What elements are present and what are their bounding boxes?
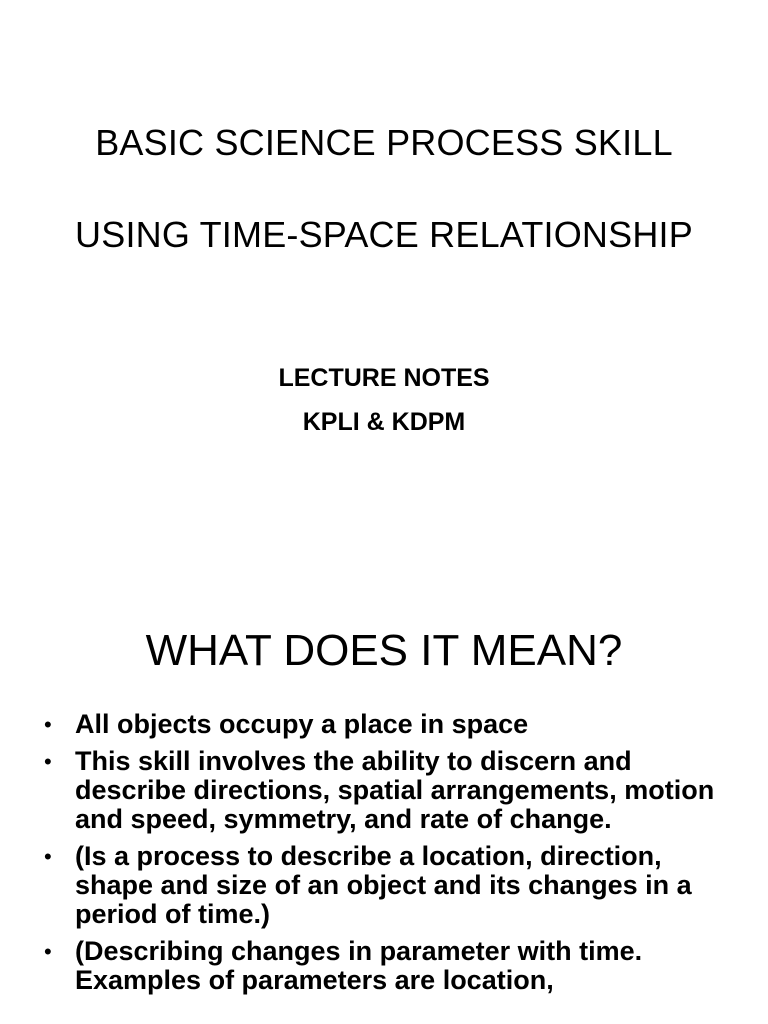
- bullet-item: [44, 710, 744, 739]
- bullet-dot-icon: •: [44, 712, 52, 737]
- bullet-item: [44, 842, 744, 929]
- bullet-text: This skill involves the ability to discern and describe directions, spatial arrangements, motion and speed, symmetry, and rate of change.: [75, 746, 715, 834]
- content-slide: [0, 560, 768, 1024]
- bullet-list: [44, 710, 744, 1003]
- bullet-dot-icon: •: [44, 939, 52, 964]
- bullet-item: [44, 937, 744, 995]
- bullet-dot-icon: •: [44, 844, 52, 869]
- slide-heading: WHAT DOES IT MEAN?: [145, 626, 623, 675]
- bullet-text: All objects occupy a place in space: [75, 709, 529, 739]
- bullet-text: (Describing changes in parameter with time. Examples of parameters are location,: [75, 936, 643, 995]
- slide-subtitle-line-2: KPLI & KDPM: [302, 408, 466, 436]
- slide-subtitle-line-1: LECTURE NOTES: [278, 364, 490, 392]
- bullet-dot-icon: •: [44, 749, 52, 774]
- bullet-item: [44, 747, 744, 834]
- bullet-text: (Is a process to describe a location, direction, shape and size of an object and its changes in a period of time.): [75, 841, 692, 929]
- slide-title-line-1: BASIC SCIENCE PROCESS SKILL: [95, 122, 673, 163]
- slide-title-line-2: USING TIME-SPACE RELATIONSHIP: [75, 214, 693, 255]
